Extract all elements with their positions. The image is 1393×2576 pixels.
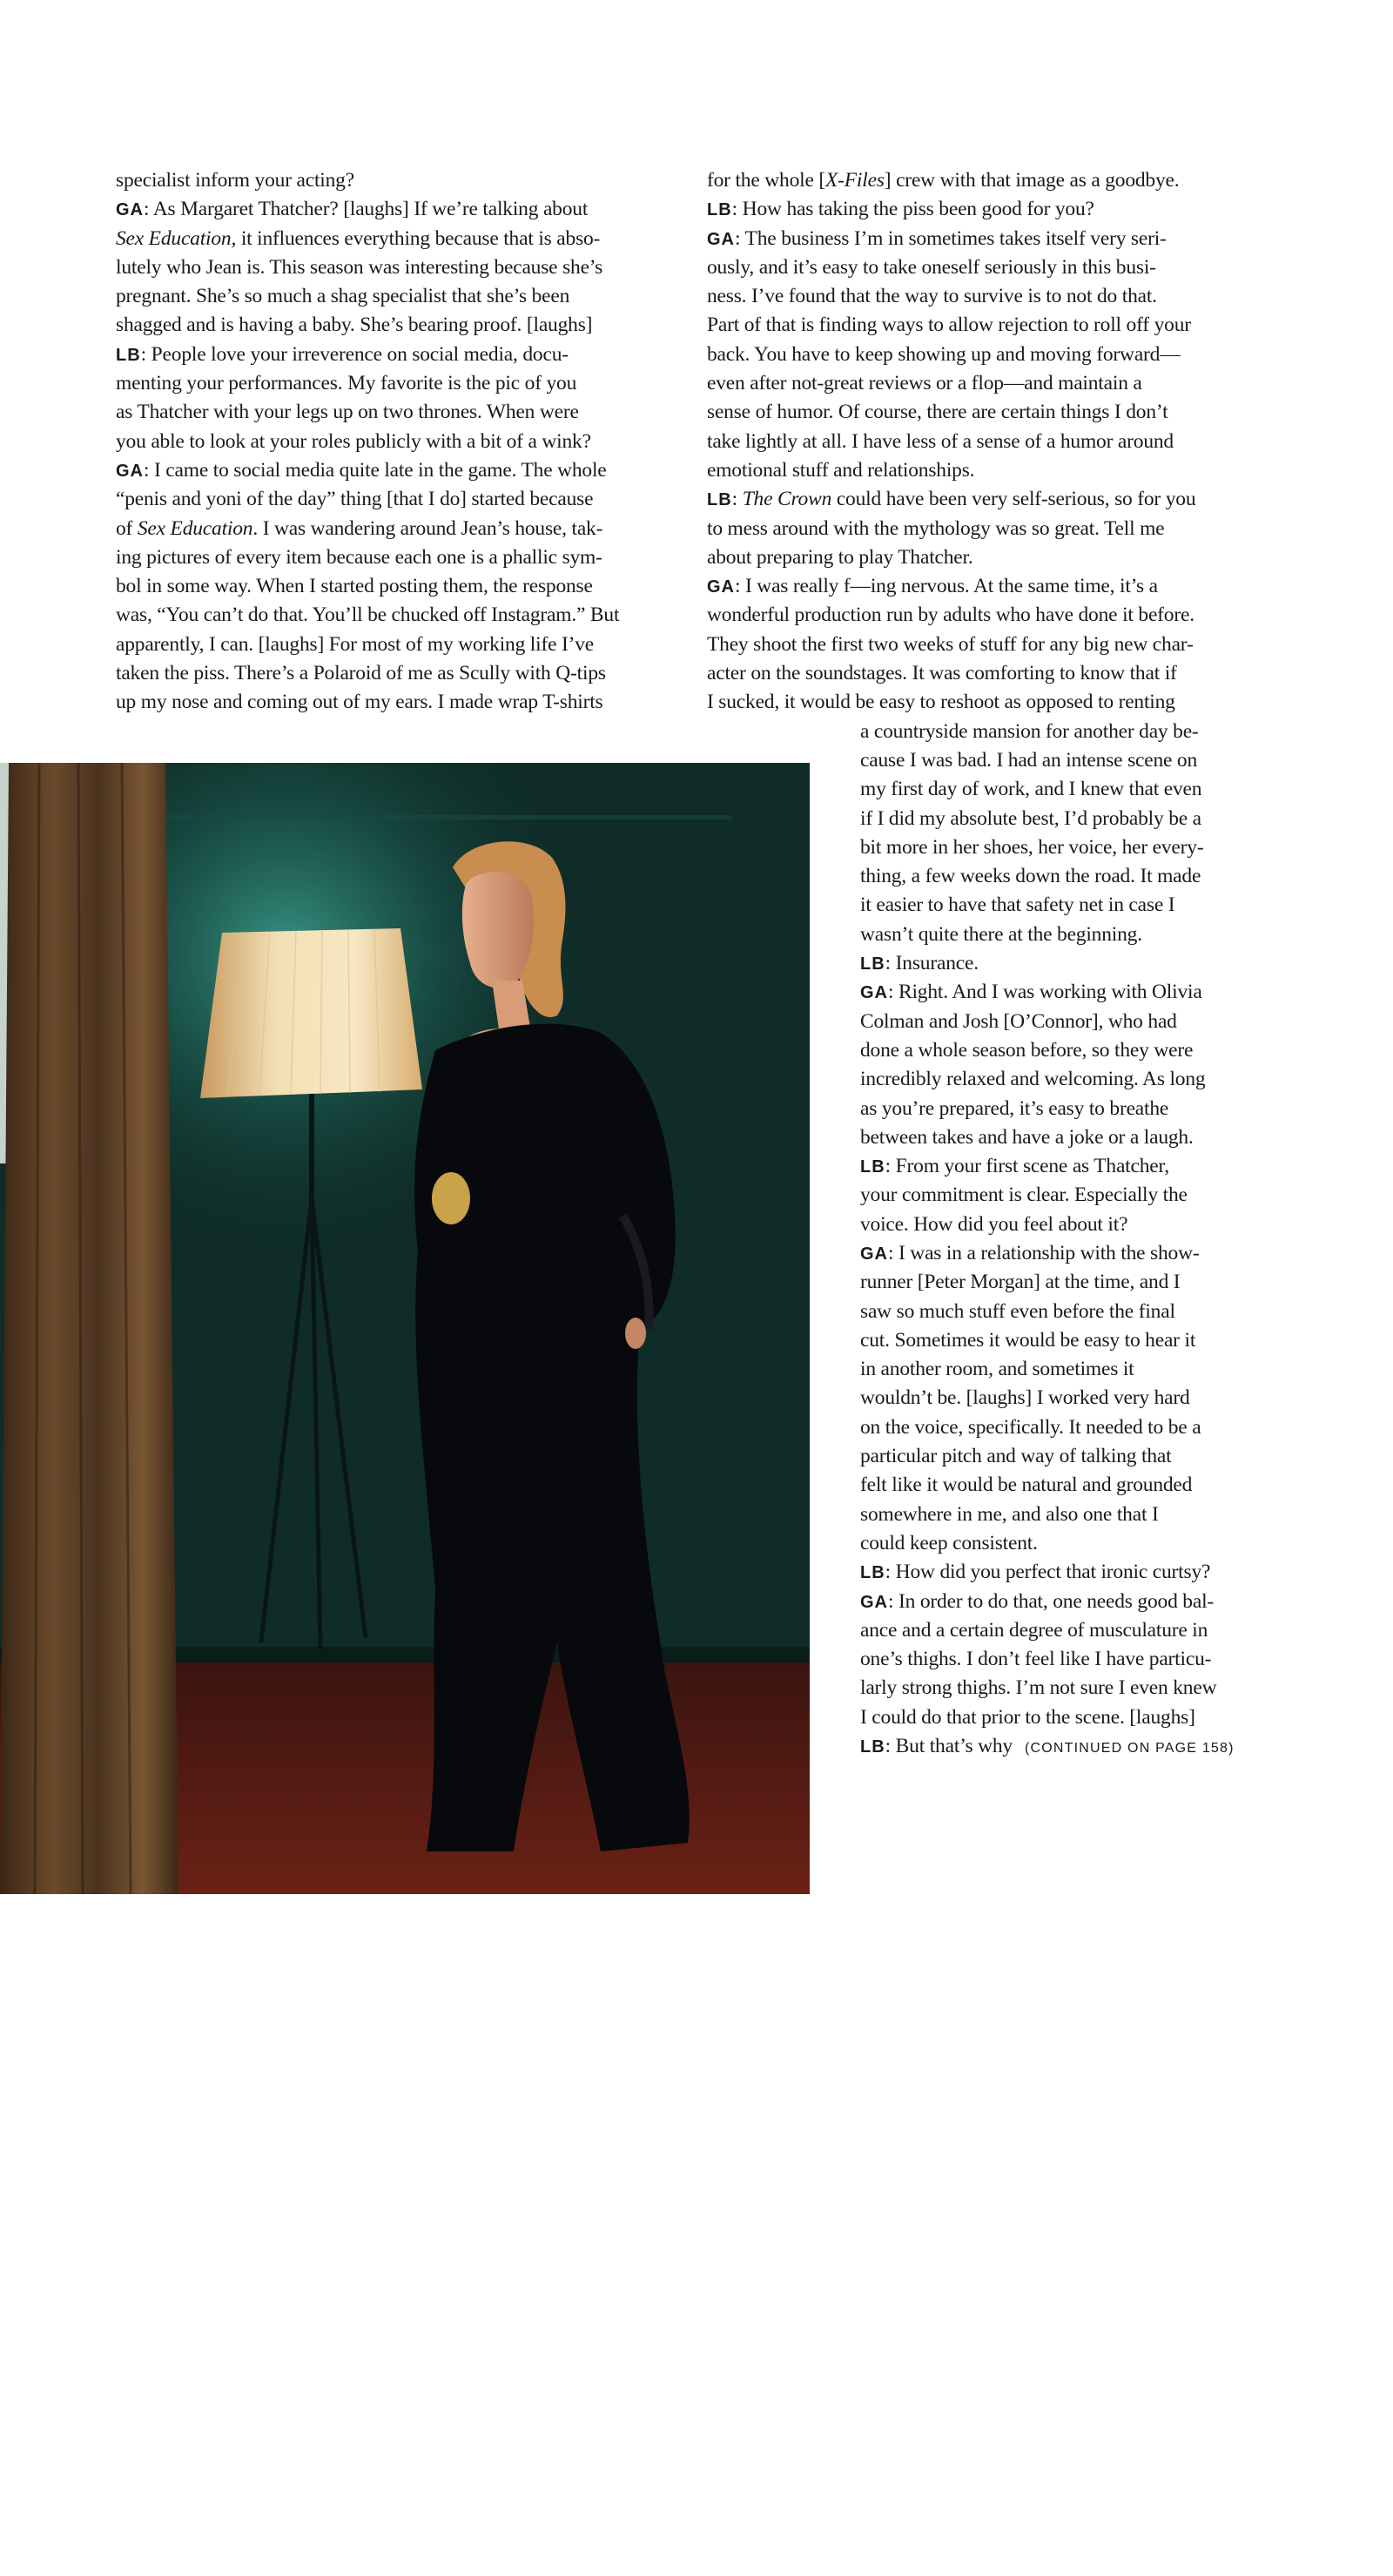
speaker-label: LB [860, 954, 885, 974]
article-line [707, 195, 1269, 224]
line-text: of [116, 517, 138, 540]
line-text: in another room, and sometimes it [860, 1358, 1134, 1380]
line-text: : I was in a relationship with the show- [888, 1242, 1200, 1264]
speaker-label: GA [116, 200, 144, 219]
speaker-label: LB [860, 1157, 885, 1177]
curtain-icon [0, 763, 178, 1894]
line-text: a countryside mansion for another day be- [860, 720, 1199, 743]
article-line [116, 341, 673, 369]
line-text: for the whole [ [707, 169, 825, 192]
speaker-label: LB [116, 346, 141, 365]
line-text: runner [Peter Morgan] at the time, and I [860, 1271, 1180, 1293]
article-line [707, 225, 1269, 253]
line-text: as you’re prepared, it’s easy to breathe [860, 1097, 1168, 1120]
line-text: pregnant. She’s so much a shag specialist that she’s been [116, 285, 569, 307]
caption-text: earrings and necklace. [70, 2418, 222, 2451]
line-text: : Right. And I was working with Olivia [888, 981, 1202, 1003]
title-italic: Sex Education, [116, 227, 236, 250]
line-text: it easier to have that safety net in case I [860, 894, 1174, 916]
speaker-label: GA [707, 230, 735, 249]
line-text: you able to look at your roles publicly with a bit of a wink? [116, 430, 591, 453]
article-line [116, 543, 673, 572]
line-text: : In order to do that, one needs good bal- [888, 1590, 1214, 1613]
line-text: your commitment is clear. Especially the [860, 1183, 1188, 1206]
article-line [116, 195, 673, 224]
article-line [707, 369, 1269, 398]
line-text: larly strong thighs. I’m not sure I even knew [860, 1676, 1216, 1699]
line-text: sense of humor. Of course, there are certain things I don’t [707, 401, 1168, 423]
speaker-label: GA [860, 1244, 888, 1264]
line-text: even after not-great reviews or a flop—and maintain a [707, 372, 1142, 394]
line-text: wonderful production run by adults who have done it before. [707, 604, 1194, 626]
article-line [707, 398, 1269, 427]
brand-schiaparelli: Schiaparelli [70, 2400, 151, 2416]
article-line [116, 572, 673, 601]
article-line [707, 428, 1269, 456]
line-text: : [732, 488, 743, 510]
line-text: I sucked, it would be easy to reshoot as opposed to renting [707, 691, 1175, 713]
line-text: : I came to social media quite late in the game. The whole [144, 459, 607, 482]
credits-text [70, 2400, 279, 2468]
line-text: : As Margaret Thatcher? [laughs] If we’re talking about [144, 198, 588, 220]
caption-text: top and pants. [151, 2400, 246, 2416]
line-text: ing pictures of every item because each one is a phallic sym- [116, 546, 602, 569]
line-text: : But that’s why [885, 1735, 1013, 1757]
line-text: back. You have to keep showing up and moving forward— [707, 343, 1181, 366]
line-text: up my nose and coming out of my ears. I made wrap T-shirts [116, 691, 602, 713]
beauty-beat-text [70, 2492, 279, 2576]
line-text: cut. Sometimes it would be easy to hear it [860, 1329, 1195, 1352]
photo-caption [70, 2400, 279, 2576]
line-text: They shoot the first two weeks of stuff for any big new char- [707, 633, 1194, 656]
line-text: Colman and Josh [O’Connor], who had [860, 1010, 1177, 1033]
beauty-text: Ambient Lighting Palette Volume II Palette ($64; hourglasscosmetics.com). [70, 2525, 264, 2575]
line-text: cause I was bad. I had an intense scene on [860, 749, 1197, 772]
speaker-label: GA [860, 1593, 888, 1612]
article-line [707, 543, 1269, 572]
line-text: on the voice, specifically. It needed to be a [860, 1416, 1201, 1439]
article-line [707, 311, 1269, 340]
portrait-photo [0, 763, 810, 1894]
article-line [116, 398, 673, 427]
article-line [707, 485, 1269, 514]
speaker-label: GA [707, 577, 735, 597]
article-column-left [116, 166, 673, 718]
article-line [707, 659, 1269, 688]
article-line [116, 485, 673, 514]
line-text: : From your first scene as Thatcher, [885, 1155, 1169, 1177]
continued-note: (CONTINUED ON PAGE 158) [1025, 1741, 1235, 1756]
line-text: ously, and it’s easy to take oneself seriously in this busi- [707, 256, 1156, 279]
line-text: bit more in her shoes, her voice, her every- [860, 836, 1203, 859]
brand-pomellato: Pomellato [70, 2418, 138, 2433]
speaker-label: LB [707, 200, 732, 219]
line-text: somewhere in me, and also one that I [860, 1503, 1159, 1526]
photo-illustration [0, 763, 810, 1894]
line-text: was, “You can’t do that. You’ll be chucked off Instagram.” But [116, 604, 619, 626]
beauty-beat-title: BEAUTY BEAT [70, 2474, 279, 2492]
line-text: shagged and is having a baby. She’s bearing proof. [laughs] [116, 314, 592, 336]
article-line [707, 718, 1269, 746]
line-text: wouldn’t be. [laughs] I worked very hard [860, 1386, 1190, 1409]
line-text: apparently, I can. [laughs] For most of my working life I’ve [116, 633, 594, 656]
article-line [707, 601, 1269, 630]
article-line [116, 456, 673, 485]
line-text: to mess around with the mythology was so great. Tell me [707, 517, 1164, 540]
line-text: ance and a certain degree of musculature in [860, 1619, 1208, 1642]
speaker-label: GA [860, 983, 888, 1002]
line-text: incredibly relaxed and welcoming. As long [860, 1068, 1205, 1090]
line-text: : How has taking the piss been good for you? [732, 198, 1094, 220]
title-italic: Sex Education [138, 517, 252, 540]
speaker-label: GA [116, 462, 144, 481]
line-text: one’s thighs. I don’t feel like I have particu- [860, 1648, 1211, 1670]
line-text: bol in some way. When I started posting them, the response [116, 575, 593, 597]
article-line [116, 369, 673, 398]
article-line [707, 688, 1269, 717]
line-text: I could do that prior to the scene. [laughs] [860, 1706, 1195, 1729]
line-text: could keep consistent. [860, 1532, 1038, 1554]
article-line [707, 572, 1269, 601]
article-line [116, 225, 673, 253]
article-line [116, 253, 673, 282]
speaker-label: LB [860, 1737, 885, 1757]
article-line [116, 428, 673, 456]
line-text: specialist inform your acting? [116, 169, 354, 192]
line-text: voice. How did you feel about it? [860, 1213, 1127, 1236]
line-text: ness. I’ve found that the way to survive is to not do that. [707, 285, 1157, 307]
line-text: “penis and yoni of the day” thing [that I do] started because [116, 488, 593, 510]
line-text: Part of that is finding ways to allow rejection to roll off your [707, 314, 1191, 336]
line-text: about preparing to play Thatcher. [707, 546, 973, 569]
article-line [116, 515, 673, 543]
article-line [707, 282, 1269, 311]
brand-hourglass: Hourglass Cosmetics [70, 2508, 221, 2541]
line-text: acter on the soundstages. It was comforting to know that if [707, 662, 1177, 684]
article-line [116, 688, 673, 717]
article-line [707, 253, 1269, 282]
article-line [707, 631, 1269, 659]
line-text: : The business I’m in sometimes takes itself very seri- [735, 227, 1167, 250]
article-line [116, 631, 673, 659]
article-line [116, 311, 673, 340]
article-line [116, 659, 673, 688]
line-text: as Thatcher with your legs up on two thrones. When were [116, 401, 579, 423]
article-line [707, 456, 1269, 485]
brand-jennifer-chamandi: Jennifer Chamandi [134, 2434, 264, 2450]
beauty-text: Achieve a lit-from-within glow by applying the [70, 2492, 275, 2525]
article-line [707, 166, 1269, 195]
line-text: saw so much stuff even before the final [860, 1300, 1175, 1323]
line-text: . I was wandering around Jean’s house, tak- [252, 517, 602, 540]
line-text: felt like it would be natural and grounded [860, 1473, 1192, 1496]
article-line [707, 515, 1269, 543]
line-text: take lightly at all. I have less of a sense of a humor around [707, 430, 1174, 453]
line-text: menting your performances. My favorite is the pic of you [116, 372, 576, 394]
line-text: : Insurance. [885, 952, 979, 974]
line-text: taken the piss. There’s a Polaroid of me as Scully with Q-tips [116, 662, 606, 684]
line-text: ] crew with that image as a goodbye. [885, 169, 1180, 192]
line-text: could have been very self-serious, so for you [831, 488, 1195, 510]
line-text: between takes and have a joke or a laugh. [860, 1126, 1194, 1149]
line-text: particular pitch and way of talking that [860, 1445, 1171, 1467]
title-italic: The Crown [743, 488, 831, 510]
caption-text: heels. [70, 2451, 108, 2467]
title-italic: X-Files [825, 169, 885, 192]
line-text: if I did my absolute best, I’d probably be a [860, 807, 1201, 830]
article-line [707, 341, 1269, 369]
line-text: it influences everything because that is abso- [236, 227, 600, 250]
article-line [116, 601, 673, 630]
line-text: : How did you perfect that ironic curtsy? [885, 1561, 1211, 1583]
line-text: thing, a few weeks down the road. It made [860, 865, 1201, 887]
speaker-label: LB [707, 490, 732, 509]
article-line [116, 166, 673, 195]
line-text: done a whole season before, so they were [860, 1039, 1193, 1062]
line-text: wasn’t quite there at the beginning. [860, 923, 1142, 946]
line-text: my first day of work, and I knew that even [860, 778, 1201, 800]
line-text: lutely who Jean is. This season was interesting because she’s [116, 256, 602, 279]
article-line [116, 282, 673, 311]
line-text: : I was really f—ing nervous. At the same time, it’s a [735, 575, 1158, 597]
line-text: emotional stuff and relationships. [707, 459, 974, 482]
speaker-label: LB [860, 1563, 885, 1582]
line-text: : People love your irreverence on social media, docu- [141, 343, 569, 366]
